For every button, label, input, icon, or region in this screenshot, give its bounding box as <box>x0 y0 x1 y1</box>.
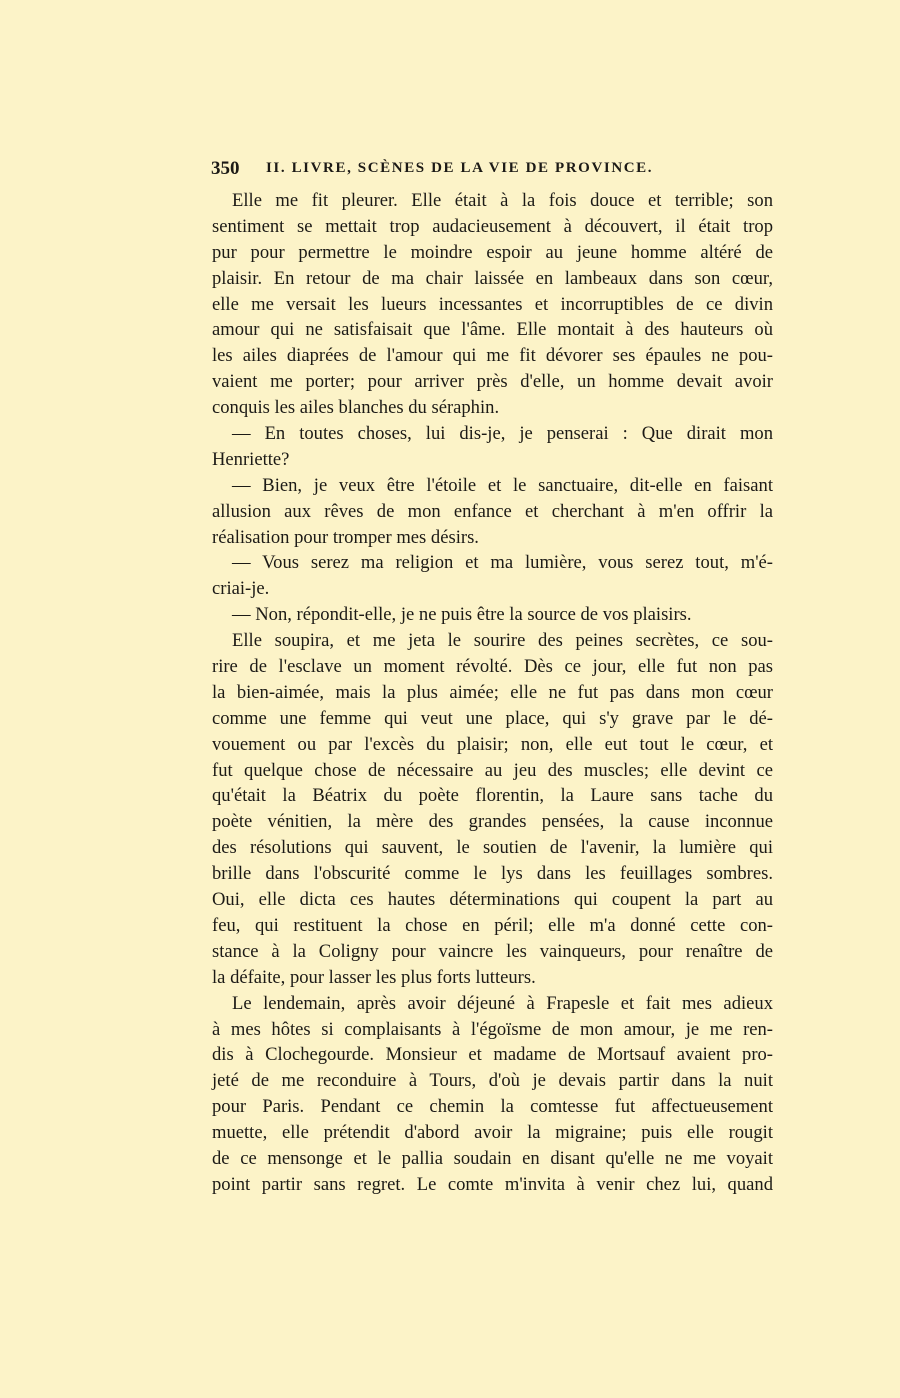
text-line: brille dans l'obscurité comme le lys dans les feuillages sombres. <box>212 863 773 885</box>
text-line: pur pour permettre le moindre espoir au jeune homme altéré de <box>212 241 773 263</box>
text-line: la bien-aimée, mais la plus aimée; elle ne fut pas dans mon cœur <box>212 681 773 703</box>
text-line: conquis les ailes blanches du séraphin. <box>212 397 500 419</box>
text-line: — En toutes choses, lui dis-je, je penserai : Que dirait mon <box>232 423 773 445</box>
text-line: jeté de me reconduire à Tours, d'où je devais partir dans la nuit <box>212 1070 773 1092</box>
text-line: pour Paris. Pendant ce chemin la comtesse fut affectueusement <box>212 1096 773 1118</box>
text-line: fut quelque chose de nécessaire au jeu des muscles; elle devint ce <box>212 759 773 781</box>
text-line: vouement ou par l'excès du plaisir; non, elle eut tout le cœur, et <box>212 733 773 755</box>
running-title: II. LIVRE, SCÈNES DE LA VIE DE PROVINCE. <box>266 160 654 176</box>
text-line: Elle me fit pleurer. Elle était à la fois douce et terrible; son <box>232 190 773 211</box>
text-line: qu'était la Béatrix du poète florentin, la Laure sans tache du <box>212 785 773 807</box>
text-line: la défaite, pour lasser les plus forts lutteurs. <box>212 966 536 988</box>
text-line: allusion aux rêves de mon enfance et cherchant à m'en offrir la <box>212 500 773 522</box>
text-line: — Bien, je veux être l'étoile et le sanctuaire, dit-elle en faisant <box>232 474 773 496</box>
text-line: plaisir. En retour de ma chair laissée en lambeaux dans son cœur, <box>212 267 773 289</box>
text-line: à mes hôtes si complaisants à l'égoïsme de mon amour, je me ren- <box>212 1018 773 1040</box>
text-line: Elle soupira, et me jeta le sourire des peines secrètes, ce sou- <box>232 630 773 652</box>
text-line: les ailes diaprées de l'amour qui me fit dévorer ses épaules ne pou- <box>212 345 773 367</box>
text-line: de ce mensonge et le pallia soudain en disant qu'elle ne me voyait <box>212 1147 773 1169</box>
text-line: des résolutions qui sauvent, le soutien de l'avenir, la lumière qui <box>212 837 773 859</box>
text-line: — Vous serez ma religion et ma lumière, vous serez tout, m'é- <box>232 552 773 574</box>
text-line: criai-je. <box>212 578 270 600</box>
text-line: dis à Clochegourde. Monsieur et madame de Mortsauf avaient pro- <box>212 1044 773 1066</box>
text-line: muette, elle prétendit d'abord avoir la migraine; puis elle rougit <box>212 1122 773 1144</box>
text-line: Le lendemain, après avoir déjeuné à Frapesle et fait mes adieux <box>232 992 773 1014</box>
text-line: — Non, répondit-elle, je ne puis être la source de vos plaisirs. <box>232 604 692 626</box>
page-number: 350 <box>211 158 240 179</box>
text-line: sentiment se mettait trop audacieusement à découvert, il était trop <box>212 215 773 237</box>
text-line: rire de l'esclave un moment révolté. Dès ce jour, elle fut non pas <box>212 656 773 678</box>
text-line: comme une femme qui veut une place, qui s'y grave par le dé- <box>212 707 773 729</box>
text-line: elle me versait les lueurs incessantes et incorruptibles de ce divin <box>212 293 773 315</box>
text-line: Henriette? <box>212 448 290 470</box>
text-line: feu, qui restituent la chose en péril; elle m'a donné cette con- <box>212 914 773 936</box>
running-header <box>211 158 773 184</box>
text-line: réalisation pour tromper mes désirs. <box>212 526 479 548</box>
text-line: vaient me porter; pour arriver près d'elle, un homme devait avoir <box>212 371 773 393</box>
text-line: poète vénitien, la mère des grandes pensées, la cause inconnue <box>212 811 773 833</box>
body-text <box>212 188 773 1198</box>
text-line: stance à la Coligny pour vaincre les vainqueurs, pour renaître de <box>212 940 773 962</box>
text-line: point partir sans regret. Le comte m'invita à venir chez lui, quand <box>212 1173 773 1195</box>
text-line: amour qui ne satisfaisait que l'âme. Elle montait à des hauteurs où <box>212 319 773 341</box>
text-line: Oui, elle dicta ces hautes déterminations qui coupent la part au <box>212 889 773 911</box>
